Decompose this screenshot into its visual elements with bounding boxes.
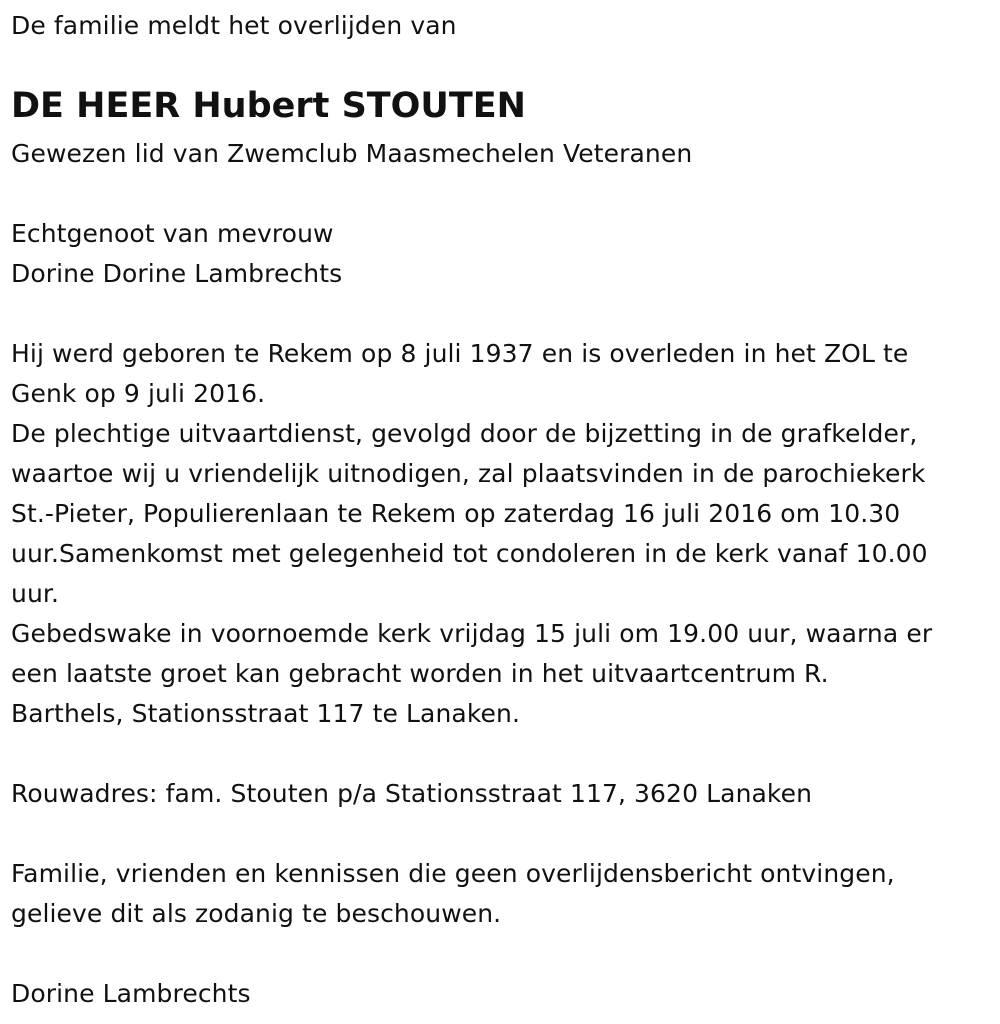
details-line: Hij werd geboren te Rekem op 8 juli 1937 en is overleden in het ZOL te — [11, 339, 909, 368]
details-line: Gebedswake in voornoemde kerk vrijdag 15 juli om 19.00 uur, waarna er — [11, 619, 933, 648]
details-line: een laatste groet kan gebracht worden in het uitvaartcentrum R. — [11, 659, 829, 688]
details-line: De plechtige uitvaartdienst, gevolgd door de bijzetting in de grafkelder, — [11, 419, 918, 448]
details-line: uur.Samenkomst met gelegenheid tot condoleren in de kerk vanaf 10.00 — [11, 539, 928, 568]
details-line: St.-Pieter, Populierenlaan te Rekem op zaterdag 16 juli 2016 om 10.30 — [11, 499, 901, 528]
closing-block — [11, 854, 895, 934]
spouse-line: Dorine Dorine Lambrechts — [11, 259, 343, 288]
details-line: Genk op 9 juli 2016. — [11, 379, 266, 408]
details-line: waartoe wij u vriendelijk uitnodigen, zal plaatsvinden in de parochiekerk — [11, 459, 926, 488]
spouse-block — [11, 214, 342, 294]
details-block — [11, 334, 932, 734]
intro-text: De familie meldt het overlijden van — [11, 11, 457, 40]
signature: Dorine Lambrechts — [11, 979, 251, 1008]
details-line: uur. — [11, 579, 60, 608]
spouse-line: Echtgenoot van mevrouw — [11, 219, 334, 248]
closing-line: Familie, vrienden en kennissen die geen overlijdensbericht ontvingen, — [11, 859, 895, 888]
affiliation-text: Gewezen lid van Zwemclub Maasmechelen Veteranen — [11, 139, 693, 168]
details-line: Barthels, Stationsstraat 117 te Lanaken. — [11, 699, 521, 728]
deceased-name: DE HEER Hubert STOUTEN — [11, 86, 526, 126]
closing-line: gelieve dit als zodanig te beschouwen. — [11, 899, 502, 928]
mourning-address: Rouwadres: fam. Stouten p/a Stationsstraat 117, 3620 Lanaken — [11, 779, 813, 808]
